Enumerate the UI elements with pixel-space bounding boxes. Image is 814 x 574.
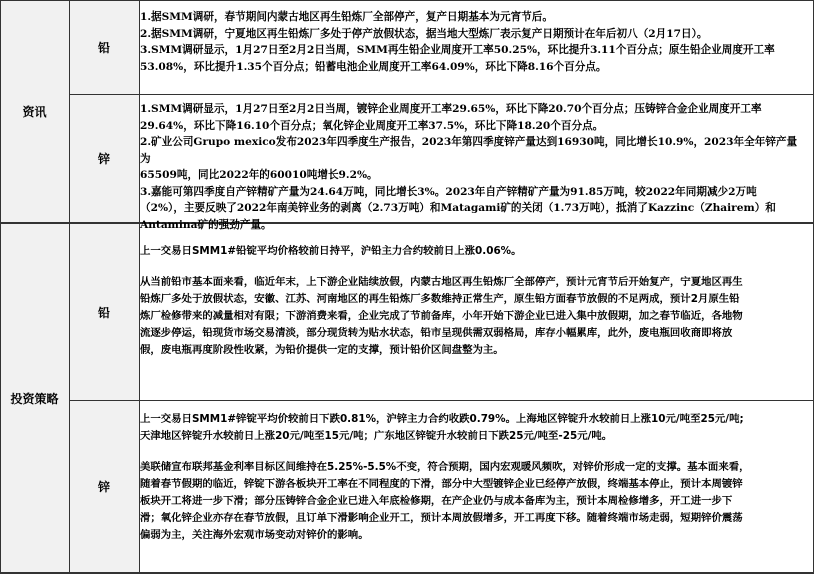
strategy-zinc-label: 锌	[97, 480, 110, 494]
strategy-lead-line: 铅炼厂多处于放假状态，安徽、江苏、河南地区的再生铅炼厂多数维持正常生产，原生铅方面春节放假的不足两成，预计2月原生铅	[140, 293, 740, 305]
strategy-zinc-line: 板块开工将进一步下滑；部分压铸锌合金企业已进入年底检修期，在产企业仍与成本备库为主，预计本周检修增多，开工进一步下	[140, 495, 733, 507]
news-lead-label: 铅	[97, 40, 110, 55]
news-lead-line: 53.08%，环比提升1.35个百分点；铅蓄电池企业周度开工率64.09%，环比下降8.16个百分点。	[140, 60, 607, 73]
strategy-lead-intro: 上一交易日SMM1#铅锭平均价格较前日持平，沪铅主力合约较前日上涨0.06%。	[140, 245, 522, 257]
strategy-zinc-line: 滑；氧化锌企业亦存在春节放假，且订单下滑影响企业开工，预计本周放假增多，开工再度下移。随着终端市场走弱，短期锌价震荡	[140, 512, 743, 524]
news-zinc-label: 锌	[97, 152, 110, 166]
strategy-lead-line: 假，废电瓶再度阶段性收紧，为铅价提供一定的支撑，预计铅价区间盘整为主。	[140, 344, 504, 356]
news-zinc-line: Antamina矿的强劲产量。	[140, 218, 272, 231]
news-zinc-line: 65509吨，同比2022年的60010吨增长9.2%。	[140, 169, 378, 181]
row-divider-news	[69, 94, 814, 95]
strategy-lead-line: 炼厂检修带来的减量相对有限；下游消费来看，企业完成了节前备库，小年开始下游企业已进入集中放假期，加之春节临近，各地物	[140, 310, 743, 322]
news-zinc-line: 2.矿业公司Grupo mexico发布2023年四季度生产报告，2023年第四季度锌产量达到16930吨，同比增长10.9%，2023年全年锌产量为	[140, 136, 798, 165]
row-divider-strategy	[69, 400, 814, 401]
news-zinc-line: 29.64%，环比下降16.10个百分点；氧化锌企业周度开工率37.5%，环比下降18.20个百分点。	[140, 119, 604, 132]
strategy-section-label: 投资策略	[10, 391, 59, 406]
strategy-lead-line: 流逐步停运，铅现货市场交易清淡，部分现货转为贴水状态，铅市呈现供需双弱格局，库存小幅累库，此外，废电瓶回收商即将放	[140, 327, 733, 339]
news-lead-line: 2.据SMM调研，宁夏地区再生铅炼厂多处于停产放假状态，据当地大型炼厂表示复产日期预计在年后初八（2月17日）。	[140, 27, 708, 40]
strategy-zinc-intro: 上一交易日SMM1#锌锭平均价较前日下跌0.81%，沪锌主力合约收跌0.79%。上海地区锌锭升水较前日上涨10元/吨至25元/吨;	[140, 413, 744, 425]
strategy-lead-label: 铅	[97, 305, 110, 320]
news-lead-line: 3.SMM调研显示，1月27日至2月2日当周，SMM再生铅企业周度开工率50.25%，环比提升3.11个百分点；原生铅企业周度开工率	[140, 44, 775, 56]
news-zinc-line: 3.嘉能可第四季度自产锌精矿产量为24.64万吨，同比增长3%。2023年自产锌精矿产量为91.85万吨，较2022年同期减少2万吨	[140, 185, 757, 198]
strategy-lead-line: 从当前铅市基本面来看，临近年末，上下游企业陆续放假，内蒙古地区再生铅炼厂全部停产，预计元宵节后开始复产，宁夏地区再生	[140, 276, 743, 288]
strategy-zinc-intro: 天津地区锌锭升水较前日上涨20元/吨至15元/吨；广东地区锌锭升水较前日下跌25元/吨至-25元/吨。	[140, 430, 613, 442]
strategy-zinc-line: 偏弱为主，关注海外宏观市场变动对锌价的影响。	[140, 529, 369, 541]
strategy-zinc-line: 随着春节假期的临近，锌锭下游各板块开工率在不同程度的下滑，部分中大型镀锌企业已经停产放假，终端基本停止，预计本周镀锌	[140, 478, 743, 490]
strategy-zinc-text	[140, 411, 800, 544]
news-zinc-text	[140, 101, 800, 233]
strategy-zinc-line: 美联储宣布联邦基金利率目标区间维持在5.25%-5.5%不变，符合预期，国内宏观暖风频吹，对锌价形成一定的支撑。基本面来看，	[140, 461, 750, 473]
news-zinc-line: （2%），主要反映了2022年南美锌业务的剥离（2.73万吨）和Matagami矿的关闭（1.73万吨），抵消了Kazzinc（Zhairem）和	[140, 202, 776, 214]
news-zinc-line: 1.SMM调研显示，1月27日至2月2日当周，镀锌企业周度开工率29.65%，环比下降20.70个百分点；压铸锌合金企业周度开工率	[140, 103, 762, 115]
news-lead-text	[140, 9, 800, 75]
news-lead-line: 1.据SMM调研，春节期间内蒙古地区再生铅炼厂全部停产，复产日期基本为元宵节后。	[140, 11, 553, 23]
news-section-label: 资讯	[22, 104, 47, 119]
strategy-lead-text	[140, 243, 800, 359]
